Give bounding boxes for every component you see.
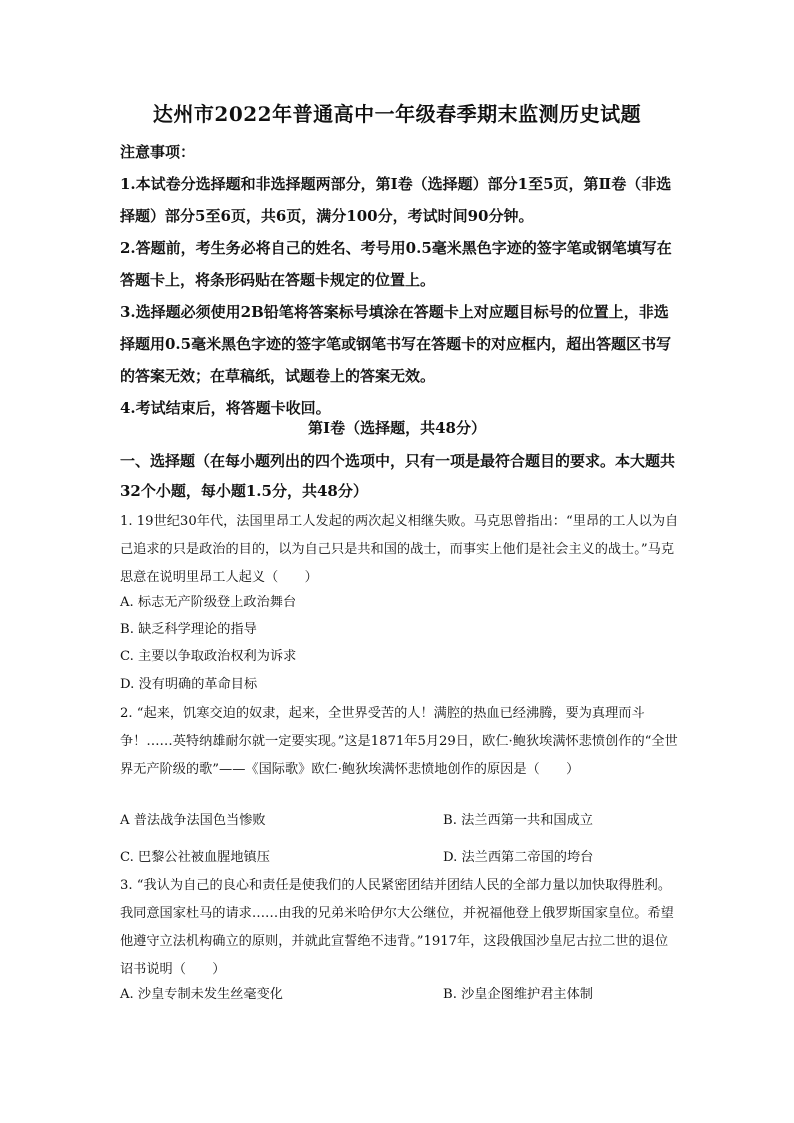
section-title: 第Ⅰ卷（选择题，共48分） xyxy=(308,419,486,437)
question-3-option-a: A. 沙皇专制未发生丝毫变化 xyxy=(120,987,283,1002)
question-2-option-a: A 普法战争法国色当惨败 xyxy=(120,813,266,828)
question-2-option-b: B. 法兰西第一共和国成立 xyxy=(443,813,593,828)
question-1-stem: 1. 19世纪30年代，法国里昂工人发起的两次起义相继失败。马克思曾指出：“里昂的工人以为自己追求的只是政治的目的，以为自己只是共和国的战士，而事实上他们是社会主义的战士。”马克思意在说明里昂工人起义（ ） xyxy=(120,514,679,585)
question-2-option-d: D. 法兰西第二帝国的垮台 xyxy=(443,850,594,865)
section-intro: 一、选择题（在每小题列出的四个选项中，只有一项是最符合题目的要求。本大题共32个小题，每小题1.5分，共48分） xyxy=(120,452,676,500)
notice-item: 2.答题前，考生务必将自己的姓名、考号用0.5毫米黑色字迹的签字笔或钢笔填写在答题卡上，将条形码贴在答题卡规定的位置上。 xyxy=(120,239,672,289)
question-1-option-c: C. 主要以争取政治权利为诉求 xyxy=(120,649,297,664)
question-3-stem: 3. “我认为自己的良心和责任是使我们的人民紧密团结并团结人民的全部力量以加快取得胜利。我同意国家杜马的请求……由我的兄弟米哈伊尔大公继位，并祝福他登上俄罗斯国家皇位。希望他遵守立法机构确立的原则，并就此宣誓绝不违背。”1917年，这段俄国沙皇尼古拉二世的退位诏书说明（ ） xyxy=(120,878,674,977)
question-1-option-b: B. 缺乏科学理论的指导 xyxy=(120,622,257,637)
question-1-option-d: D. 没有明确的革命目标 xyxy=(120,677,258,692)
notice-item: 4.考试结束后，将答题卡收回。 xyxy=(120,399,331,417)
exam-title: 达州市2022年普通高中一年级春季期末监测历史试题 xyxy=(152,102,642,126)
question-2-option-c: C. 巴黎公社被血腥地镇压 xyxy=(120,850,270,865)
question-2-stem: 2. “起来，饥寒交迫的奴隶，起来，全世界受苦的人！满腔的热血已经沸腾，要为真理而斗争！……英特纳雄耐尔就一定要实现。”这是1871年5月29日，欧仁·鲍狄埃满怀悲愤创作的“全世界无产阶级的歌”——《国际歌》欧仁·鲍狄埃满怀悲愤地创作的原因是（ ） xyxy=(120,706,678,777)
notice-block xyxy=(120,136,680,424)
notice-item: 3.选择题必须使用2B铅笔将答案标号填涂在答题卡上对应题目标号的位置上，非选择题用0.5毫米黑色字迹的签字笔或钢笔书写在答题卡的对应框内，超出答题区书写的答案无效；在草稿纸，试题卷上的答案无效。 xyxy=(120,303,672,385)
notice-item: 1.本试卷分选择题和非选择题两部分，第Ⅰ卷（选择题）部分1至5页，第Ⅱ卷（非选择题）部分5至6页，共6页，满分100分，考试时间90分钟。 xyxy=(120,175,672,225)
question-1-option-a: A. 标志无产阶级登上政治舞台 xyxy=(120,595,297,610)
notice-heading: 注意事项： xyxy=(120,143,196,161)
question-3-option-b: B. 沙皇企图维护君主体制 xyxy=(443,987,593,1002)
